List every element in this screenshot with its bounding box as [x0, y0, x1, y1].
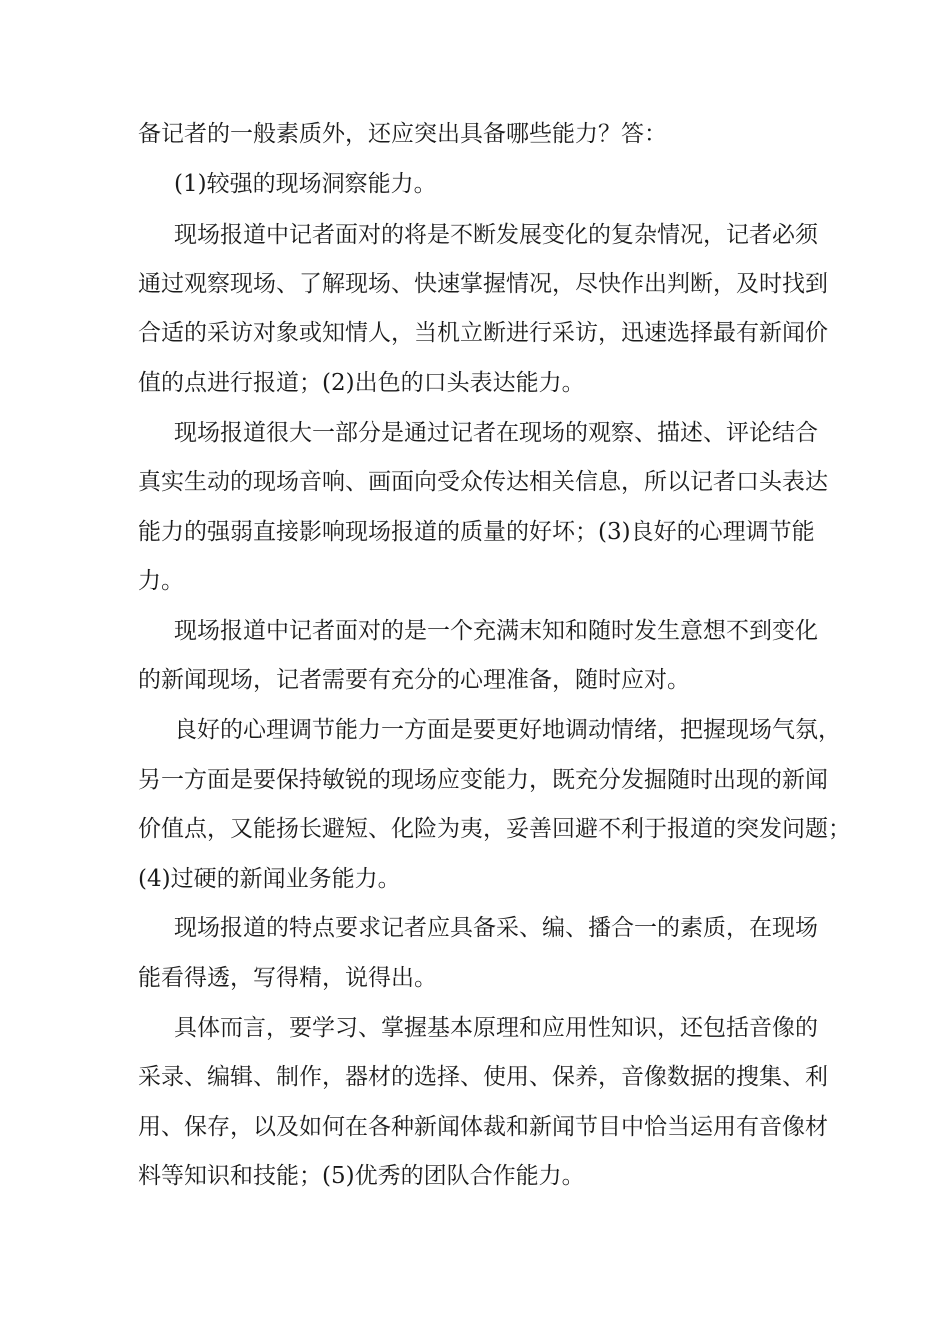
text-line: 现场报道中记者面对的是一个充满末知和随时发生意想不到变化	[174, 618, 818, 644]
text-line: 备记者的一般素质外，还应突出具备哪些能力？答：	[138, 121, 667, 147]
text-line: 具体而言，要学习、掌握基本原理和应用性知识，还包括音像的	[174, 1015, 818, 1041]
text-line: 力。	[138, 568, 184, 594]
text-line: 能力的强弱直接影响现场报道的质量的好坏；(3)良好的心理调节能	[138, 519, 815, 545]
text-line: 现场报道的特点要求记者应具备采、编、播合一的素质，在现场	[174, 915, 818, 941]
text-line: 良好的心理调节能力一方面是要更好地调动情绪，把握现场气氛，	[174, 717, 841, 743]
text-line: 价值点，又能扬长避短、化险为夷，妥善回避不利于报道的突发问题；	[138, 816, 851, 842]
text-line: 能看得透，写得精，说得出。	[138, 965, 437, 991]
text-line: 另一方面是要保持敏锐的现场应变能力，既充分发掘随时出现的新闻	[138, 767, 828, 793]
text-line: 值的点进行报道；(2)出色的口头表达能力。	[138, 370, 585, 396]
text-line: 通过观察现场、了解现场、快速掌握情况，尽快作出判断，及时找到	[138, 271, 828, 297]
text-line: 料等知识和技能；(5)优秀的团队合作能力。	[138, 1163, 585, 1189]
text-line: 现场报道中记者面对的将是不断发展变化的复杂情况，记者必须	[174, 222, 818, 248]
text-line: 的新闻现场，记者需要有充分的心理准备，随时应对。	[138, 667, 690, 693]
text-line: 现场报道很大一部分是通过记者在现场的观察、描述、评论结合	[174, 420, 818, 446]
text-line: 采录、编辑、制作，器材的选择、使用、保养，音像数据的搜集、利	[138, 1064, 828, 1090]
text-line: 真实生动的现场音响、画面向受众传达相关信息，所以记者口头表达	[138, 469, 828, 495]
text-line: (1)较强的现场洞察能力。	[174, 171, 437, 197]
text-line: 合适的采访对象或知情人，当机立断进行采访，迅速选择最有新闻价	[138, 320, 828, 346]
text-line: 用、保存，以及如何在各种新闻体裁和新闻节目中恰当运用有音像材	[138, 1114, 828, 1140]
text-line: (4)过硬的新闻业务能力。	[138, 866, 401, 892]
